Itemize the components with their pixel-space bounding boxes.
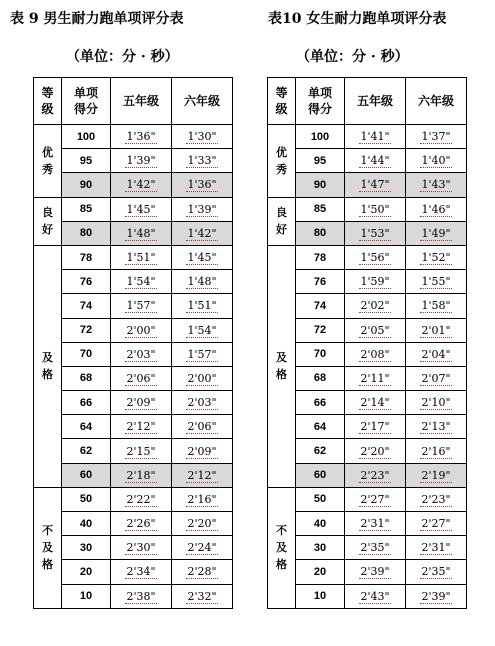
table-row [34, 463, 233, 487]
table-row [268, 318, 467, 342]
grade5-time: 2'22" [126, 492, 156, 506]
grade6-time: 2'27" [421, 517, 451, 531]
table-row [34, 197, 233, 221]
table-row [268, 512, 467, 536]
grade5-time-cell [345, 487, 406, 511]
score-cell: 78 [296, 245, 345, 269]
grade5-time-cell [111, 487, 172, 511]
grade6-time-cell [172, 584, 233, 608]
grade6-time: 2'19" [421, 468, 451, 482]
grade5-time: 2'34" [126, 565, 156, 579]
grade5-time: 1'48" [126, 226, 156, 240]
score-cell: 40 [296, 512, 345, 536]
grade6-time-cell [172, 391, 233, 415]
grade5-time-cell [111, 197, 172, 221]
score-cell: 62 [62, 439, 111, 463]
grade6-time: 1'30" [187, 130, 217, 144]
level-label: 良好 [42, 206, 53, 237]
grade5-time-cell [345, 270, 406, 294]
grade5-time: 1'36" [126, 130, 156, 144]
grade5-time: 2'39" [360, 565, 390, 579]
grade6-time: 1'45" [187, 251, 217, 265]
grade5-time: 2'14" [360, 396, 390, 410]
grade5-time: 2'38" [126, 589, 156, 603]
grade5-time: 2'35" [360, 541, 390, 555]
score-cell: 72 [62, 318, 111, 342]
table-row [268, 125, 467, 149]
grade5-time-cell [111, 173, 172, 197]
grade6-time-cell [172, 173, 233, 197]
grade6-time-cell [406, 221, 467, 245]
grade6-time: 1'33" [187, 154, 217, 168]
grade6-time-cell [406, 173, 467, 197]
grade6-time-cell [172, 439, 233, 463]
table-row [268, 270, 467, 294]
table9-title: 表 9 男生耐力跑单项评分表 [10, 11, 184, 27]
grade5-header: 五年级 [111, 78, 172, 125]
score-cell: 85 [62, 197, 111, 221]
score-cell: 68 [62, 366, 111, 390]
grade6-time-cell [172, 487, 233, 511]
grade5-time: 2'30" [126, 541, 156, 555]
grade5-time-cell [111, 512, 172, 536]
level-cell [268, 125, 296, 198]
grade5-time: 2'12" [126, 420, 156, 434]
grade6-time: 1'43" [421, 178, 451, 192]
table-row [34, 439, 233, 463]
grade6-time-cell [172, 294, 233, 318]
grade5-time-cell [345, 415, 406, 439]
grade5-time-cell [345, 463, 406, 487]
table-row [268, 415, 467, 439]
grade5-time-cell [345, 173, 406, 197]
grade5-time-cell [111, 125, 172, 149]
grade6-time: 2'13" [421, 420, 451, 434]
grade6-time: 1'46" [421, 202, 451, 216]
level-cell [34, 245, 62, 487]
grade6-time-cell [172, 197, 233, 221]
table-row [268, 439, 467, 463]
score-cell: 90 [62, 173, 111, 197]
grade5-time-cell [111, 391, 172, 415]
table-row [34, 560, 233, 584]
grade5-time-cell [345, 560, 406, 584]
grade5-time-cell [111, 536, 172, 560]
table10-title: 表10 女生耐力跑单项评分表 [268, 11, 447, 27]
grade6-time: 1'52" [421, 251, 451, 265]
table-row [34, 270, 233, 294]
grade5-time: 1'50" [360, 202, 390, 216]
grade5-time-cell [111, 415, 172, 439]
grade5-time-cell [345, 439, 406, 463]
grade6-time-cell [172, 463, 233, 487]
grade6-time-cell [406, 318, 467, 342]
grade6-time: 1'40" [421, 154, 451, 168]
grade6-time-cell [406, 294, 467, 318]
grade5-time: 2'09" [126, 396, 156, 410]
grade6-time-cell [406, 245, 467, 269]
grade5-time-cell [345, 125, 406, 149]
grade5-time-cell [111, 270, 172, 294]
grade5-time-cell [111, 366, 172, 390]
grade5-time: 2'15" [126, 444, 156, 458]
grade5-time-cell [345, 245, 406, 269]
level-label: 不及格 [42, 524, 53, 572]
score-cell: 30 [62, 536, 111, 560]
grade6-time-cell [172, 512, 233, 536]
level-label: 及格 [276, 351, 287, 382]
table10-unit: （单位：分 · 秒） [296, 49, 409, 65]
grade6-time-cell [406, 512, 467, 536]
grade6-time: 1'54" [187, 323, 217, 337]
grade5-time-cell [345, 584, 406, 608]
table-row [34, 294, 233, 318]
level-cell [268, 197, 296, 245]
score-cell: 90 [296, 173, 345, 197]
grade5-time: 2'20" [360, 444, 390, 458]
score-header: 单项 得分 [62, 78, 111, 125]
grade6-time-cell [406, 560, 467, 584]
table-row [268, 149, 467, 173]
level-header: 等 级 [268, 78, 296, 125]
table-row [34, 536, 233, 560]
grade5-time: 2'02" [360, 299, 390, 313]
grade5-time: 2'03" [126, 347, 156, 361]
grade6-time: 1'58" [421, 299, 451, 313]
grade6-time: 2'04" [421, 347, 451, 361]
score-cell: 60 [62, 463, 111, 487]
table-row [34, 487, 233, 511]
grade6-time-cell [172, 342, 233, 366]
score-cell: 80 [62, 221, 111, 245]
grade6-header: 六年级 [406, 78, 467, 125]
grade5-time-cell [111, 294, 172, 318]
grade6-time: 2'32" [187, 589, 217, 603]
grade6-time-cell [172, 415, 233, 439]
grade5-time-cell [345, 391, 406, 415]
grade6-time-cell [172, 366, 233, 390]
grade6-time: 2'01" [421, 323, 451, 337]
grade6-time: 1'36" [187, 178, 217, 192]
header-row [268, 78, 467, 125]
score-cell: 70 [62, 342, 111, 366]
grade6-time: 2'20" [187, 517, 217, 531]
grade6-time-cell [172, 536, 233, 560]
level-cell [268, 487, 296, 608]
table-row [34, 512, 233, 536]
score-cell: 50 [296, 487, 345, 511]
grade6-time: 2'31" [421, 541, 451, 555]
table9-unit: （单位：分 · 秒） [66, 49, 179, 65]
score-cell: 95 [62, 149, 111, 173]
grade5-time: 1'41" [360, 130, 390, 144]
score-cell: 72 [296, 318, 345, 342]
table-row [34, 342, 233, 366]
level-cell [268, 245, 296, 487]
grade5-time-cell [345, 342, 406, 366]
score-cell: 64 [62, 415, 111, 439]
grade5-time: 2'43" [360, 589, 390, 603]
table-row [268, 366, 467, 390]
grade5-time: 2'08" [360, 347, 390, 361]
level-label: 良好 [276, 206, 287, 237]
table10-girls-endurance-run [267, 77, 467, 609]
grade6-time-cell [172, 245, 233, 269]
grade6-time-cell [406, 197, 467, 221]
grade6-time: 2'16" [421, 444, 451, 458]
header-row [34, 78, 233, 125]
score-cell: 100 [62, 125, 111, 149]
grade6-time: 2'39" [421, 589, 451, 603]
score-cell: 64 [296, 415, 345, 439]
grade6-time-cell [406, 391, 467, 415]
grade5-time: 1'51" [126, 251, 156, 265]
grade6-time: 2'28" [187, 565, 217, 579]
grade6-time: 1'51" [187, 299, 217, 313]
table-row [268, 584, 467, 608]
grade6-time-cell [406, 415, 467, 439]
score-cell: 50 [62, 487, 111, 511]
score-cell: 76 [62, 270, 111, 294]
grade6-time-cell [172, 318, 233, 342]
grade5-time: 2'26" [126, 517, 156, 531]
grade5-time-cell [345, 366, 406, 390]
grade5-time-cell [345, 149, 406, 173]
grade6-time: 2'07" [421, 371, 451, 385]
grade5-time: 1'45" [126, 202, 156, 216]
table-row [34, 173, 233, 197]
score-cell: 20 [296, 560, 345, 584]
score-cell: 70 [296, 342, 345, 366]
grade5-time-cell [345, 536, 406, 560]
table-row [268, 391, 467, 415]
grade5-time: 1'56" [360, 251, 390, 265]
grade5-time: 1'57" [126, 299, 156, 313]
level-cell [34, 197, 62, 245]
grade6-time: 1'42" [187, 226, 217, 240]
score-cell: 68 [296, 366, 345, 390]
grade6-time-cell [172, 125, 233, 149]
table-row [34, 584, 233, 608]
grade6-time-cell [406, 487, 467, 511]
grade5-time: 1'44" [360, 154, 390, 168]
grade5-time-cell [345, 318, 406, 342]
grade5-time: 1'47" [360, 178, 390, 192]
grade5-time-cell [111, 439, 172, 463]
grade6-time-cell [406, 125, 467, 149]
score-cell: 10 [296, 584, 345, 608]
table-row [34, 245, 233, 269]
grade5-time-cell [345, 221, 406, 245]
grade5-time-cell [111, 463, 172, 487]
level-label: 优秀 [42, 145, 53, 176]
score-cell: 40 [62, 512, 111, 536]
grade5-time: 1'59" [360, 275, 390, 289]
grade6-time: 1'55" [421, 275, 451, 289]
grade5-time: 1'42" [126, 178, 156, 192]
grade5-time: 2'05" [360, 323, 390, 337]
grade5-time-cell [111, 245, 172, 269]
score-cell: 66 [62, 391, 111, 415]
grade5-time-cell [111, 342, 172, 366]
grade5-time-cell [345, 197, 406, 221]
table-row [268, 197, 467, 221]
table-row [268, 245, 467, 269]
score-cell: 76 [296, 270, 345, 294]
grade6-time-cell [172, 149, 233, 173]
score-cell: 85 [296, 197, 345, 221]
grade5-time-cell [111, 560, 172, 584]
grade6-time: 1'48" [187, 275, 217, 289]
score-cell: 95 [296, 149, 345, 173]
grade5-time: 2'18" [126, 468, 156, 482]
level-cell [34, 125, 62, 198]
table-row [34, 318, 233, 342]
grade6-time: 2'23" [421, 492, 451, 506]
table-row [34, 221, 233, 245]
table-row [268, 560, 467, 584]
grade6-time-cell [406, 366, 467, 390]
table-row [34, 391, 233, 415]
score-cell: 74 [62, 294, 111, 318]
grade6-time-cell [172, 560, 233, 584]
grade6-time-cell [406, 439, 467, 463]
grade5-time: 2'27" [360, 492, 390, 506]
grade6-time: 2'35" [421, 565, 451, 579]
grade5-time: 2'31" [360, 517, 390, 531]
table-row [268, 294, 467, 318]
grade6-time: 2'06" [187, 420, 217, 434]
grade5-time: 2'06" [126, 371, 156, 385]
grade6-time-cell [406, 270, 467, 294]
score-cell: 80 [296, 221, 345, 245]
score-cell: 100 [296, 125, 345, 149]
grade6-time-cell [172, 221, 233, 245]
score-cell: 66 [296, 391, 345, 415]
score-cell: 30 [296, 536, 345, 560]
grade6-time-cell [406, 584, 467, 608]
score-header: 单项 得分 [296, 78, 345, 125]
table-row [268, 221, 467, 245]
grade5-time-cell [111, 221, 172, 245]
grade6-time-cell [406, 536, 467, 560]
score-cell: 20 [62, 560, 111, 584]
grade6-time: 2'00" [187, 371, 217, 385]
grade5-time: 1'39" [126, 154, 156, 168]
grade6-header: 六年级 [172, 78, 233, 125]
table-row [34, 149, 233, 173]
table-row [34, 366, 233, 390]
grade5-time: 2'00" [126, 323, 156, 337]
score-cell: 62 [296, 439, 345, 463]
level-cell [34, 487, 62, 608]
grade5-time: 1'54" [126, 275, 156, 289]
grade5-time-cell [345, 294, 406, 318]
score-cell: 10 [62, 584, 111, 608]
grade6-time: 1'57" [187, 347, 217, 361]
grade5-time: 2'11" [360, 371, 390, 385]
grade6-time: 2'10" [421, 396, 451, 410]
table9-boys-endurance-run [33, 77, 233, 609]
grade6-time-cell [406, 463, 467, 487]
grade6-time: 2'09" [187, 444, 217, 458]
grade6-time: 1'37" [421, 130, 451, 144]
grade6-time: 2'12" [187, 468, 217, 482]
grade5-header: 五年级 [345, 78, 406, 125]
grade6-time: 2'16" [187, 492, 217, 506]
grade5-time: 2'23" [360, 468, 390, 482]
grade6-time: 2'03" [187, 396, 217, 410]
grade5-time-cell [345, 512, 406, 536]
grade6-time-cell [172, 270, 233, 294]
grade5-time-cell [111, 318, 172, 342]
score-cell: 74 [296, 294, 345, 318]
grade5-time-cell [111, 149, 172, 173]
score-cell: 78 [62, 245, 111, 269]
level-header: 等 级 [34, 78, 62, 125]
grade6-time-cell [406, 149, 467, 173]
grade6-time-cell [406, 342, 467, 366]
table-row [268, 487, 467, 511]
score-cell: 60 [296, 463, 345, 487]
grade6-time: 2'24" [187, 541, 217, 555]
table-row [268, 342, 467, 366]
level-label: 优秀 [276, 145, 287, 176]
grade6-time: 1'49" [421, 226, 451, 240]
table-row [34, 125, 233, 149]
level-label: 不及格 [276, 524, 287, 572]
grade5-time: 2'17" [360, 420, 390, 434]
grade5-time: 1'53" [360, 226, 390, 240]
table-row [268, 463, 467, 487]
table-row [268, 173, 467, 197]
grade5-time-cell [111, 584, 172, 608]
table-row [268, 536, 467, 560]
table-row [34, 415, 233, 439]
level-label: 及格 [42, 351, 53, 382]
grade6-time: 1'39" [187, 202, 217, 216]
